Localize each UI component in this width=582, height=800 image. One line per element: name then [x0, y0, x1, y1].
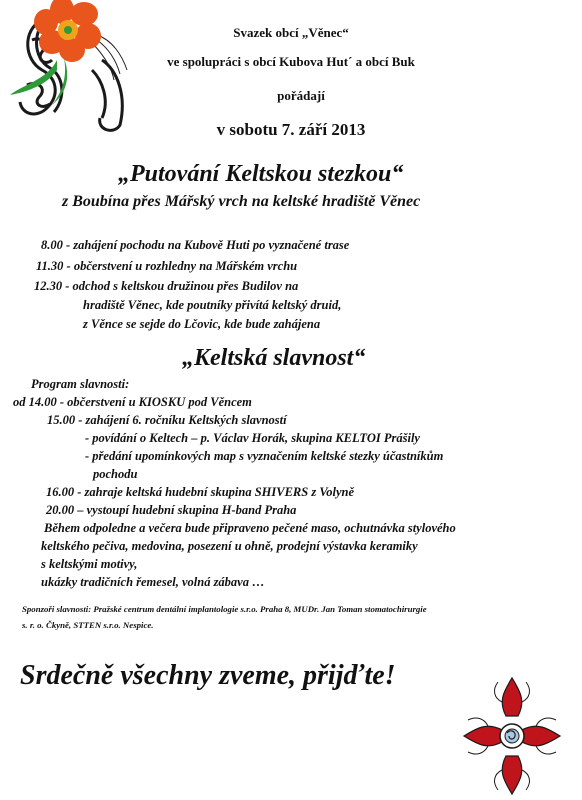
- sponsors-line: s. r. o. Čkyně, STTEN s.r.o. Nespice.: [22, 620, 154, 630]
- celtic-cross-icon: [462, 676, 562, 796]
- program-item: 16.00 - zahraje keltská hudební skupina SHIVERS z Volyně: [46, 485, 355, 499]
- program-item: keltského pečiva, medovina, posezení u ohně, prodejní výstavka keramiky: [41, 539, 418, 553]
- program-item: - povídání o Keltech – p. Václav Horák, skupina KELTOI Prášily: [85, 431, 420, 445]
- program-item: 15.00 - zahájení 6. ročníku Keltských slavností: [47, 413, 287, 427]
- program-item: s keltskými motivy,: [41, 557, 138, 571]
- sponsors-line: Sponzoři slavnosti: Pražské centrum dentální implantologie s.r.o. Praha 8, MUDr. Jan Toman stomatochirurgie: [22, 604, 427, 614]
- event2-title: „Keltská slavnost“: [182, 345, 366, 371]
- program-item: - předání upomínkových map s vyznačením keltské stezky účastníkům: [85, 449, 444, 463]
- event1-title: „Putování Keltskou stezkou“: [118, 161, 404, 187]
- organizer-line: Svazek obcí „Věnec“: [233, 25, 349, 40]
- organizes-line: pořádají: [277, 88, 325, 103]
- program-item: Během odpoledne a večera bude připraveno pečené maso, ochutnávka stylového: [44, 521, 456, 535]
- closing-invitation: Srdečně všechny zveme, přijďte!: [20, 660, 396, 691]
- schedule-item: 8.00 - zahájení pochodu na Kubově Huti po vyznačené trase: [41, 238, 350, 252]
- cooperation-line: ve spolupráci s obcí Kubova Hut´ a obcí Buk: [167, 54, 415, 69]
- event1-subtitle: z Boubína přes Mářský vrch na keltské hradiště Věnec: [62, 193, 421, 210]
- program-item: pochodu: [93, 467, 138, 481]
- event-date: v sobotu 7. září 2013: [216, 120, 366, 139]
- schedule-item: 11.30 - občerstvení u rozhledny na Mářském vrchu: [36, 259, 298, 273]
- flower-knot-icon: [2, 0, 137, 140]
- schedule-item: z Věnce se sejde do Lčovic, kde bude zahájena: [83, 317, 321, 331]
- program-item: ukázky tradičních řemesel, volná zábava …: [41, 575, 265, 589]
- schedule-item: 12.30 - odchod s keltskou družinou přes Budilov na: [34, 279, 299, 293]
- program-label: Program slavnosti:: [31, 377, 130, 391]
- program-item: 20.00 – vystoupí hudební skupina H-band Praha: [46, 503, 297, 517]
- schedule-item: hradiště Věnec, kde poutníky přivítá keltský druid,: [83, 298, 342, 312]
- program-item: od 14.00 - občerstvení u KIOSKU pod Věncem: [13, 395, 252, 409]
